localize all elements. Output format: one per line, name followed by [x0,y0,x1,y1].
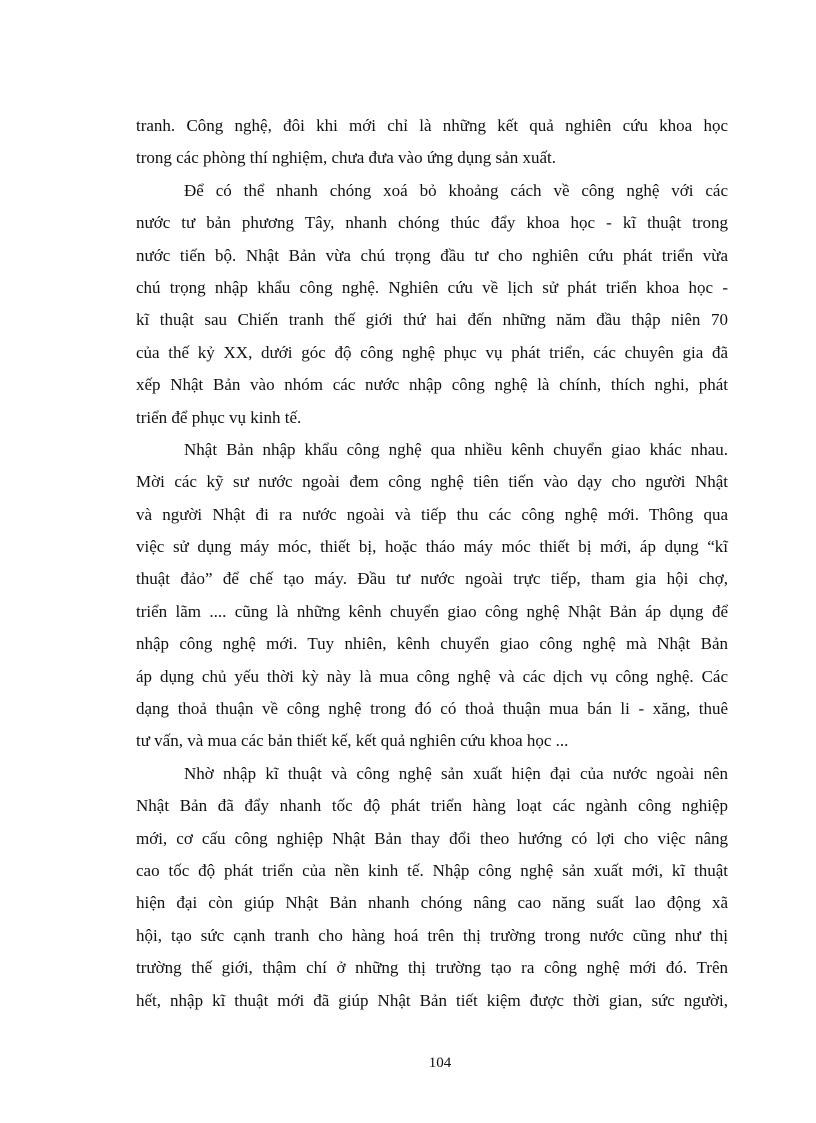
body-line: thuật đảo” để chế tạo máy. Đầu tư nước ngoài trực tiếp, tham gia hội chợ, [136,569,728,589]
body-line: chú trọng nhập khẩu công nghệ. Nghiên cứu về lịch sử phát triển khoa học - [136,277,728,297]
body-line: hết, nhập kĩ thuật mới đã giúp Nhật Bản tiết kiệm được thời gian, sức người, [136,990,728,1010]
body-line: của thế kỷ XX, dưới góc độ công nghệ phục vụ phát triển, các chuyên gia đã [136,342,728,362]
body-line: kĩ thuật sau Chiến tranh thế giới thứ hai đến những năm đầu thập niên 70 [136,310,728,330]
page-number: 104 [428,1055,452,1071]
body-line: Nhờ nhập kĩ thuật và công nghệ sản xuất hiện đại của nước ngoài nên [184,763,728,783]
body-line: Nhật Bản đã đẩy nhanh tốc độ phát triển hàng loạt các ngành công nghiệp [136,796,728,816]
body-line: xếp Nhật Bản vào nhóm các nước nhập công nghệ là chính, thích nghi, phát [136,375,728,395]
body-line: tư vấn, và mua các bản thiết kế, kết quả nghiên cứu khoa học ... [136,731,569,751]
body-line: áp dụng chủ yếu thời kỳ này là mua công nghệ và các dịch vụ công nghệ. Các [136,666,728,686]
body-line: dạng thoả thuận về công nghệ trong đó có thoả thuận mua bán li - xăng, thuê [136,699,728,719]
body-line: triển lãm .... cũng là những kênh chuyển giao công nghệ Nhật Bản áp dụng để [136,601,728,621]
body-line: và người Nhật đi ra nước ngoài và tiếp thu các công nghệ mới. Thông qua [136,504,728,524]
body-line: hội, tạo sức cạnh tranh cho hàng hoá trên thị trường trong nước cũng như thị [136,925,728,945]
body-line: nhập công nghệ mới. Tuy nhiên, kênh chuyển giao công nghệ mà Nhật Bản [136,634,728,654]
body-line: trong các phòng thí nghiệm, chưa đưa vào ứng dụng sản xuất. [136,148,556,168]
body-line: trường thế giới, thậm chí ở những thị trường tạo ra công nghệ mới đó. Trên [136,958,728,978]
body-line: nước tư bản phương Tây, nhanh chóng thúc đẩy khoa học - kĩ thuật trong [136,213,728,233]
body-text [136,110,728,1017]
body-line: Mời các kỹ sư nước ngoài đem công nghệ tiên tiến vào dạy cho người Nhật [136,472,728,492]
body-line: tranh. Công nghệ, đôi khi mới chỉ là những kết quả nghiên cứu khoa học [136,116,728,135]
body-line: cao tốc độ phát triển của nền kinh tế. Nhập công nghệ sản xuất mới, kĩ thuật [136,860,728,880]
body-line: hiện đại còn giúp Nhật Bản nhanh chóng nâng cao năng suất lao động xã [136,893,728,913]
body-line: mới, cơ cấu công nghiệp Nhật Bản thay đổi theo hướng có lợi cho việc nâng [136,828,728,848]
body-line: Để có thể nhanh chóng xoá bỏ khoảng cách về công nghệ với các [184,180,728,200]
body-line: việc sử dụng máy móc, thiết bị, hoặc tháo máy móc thiết bị mới, áp dụng “kĩ [136,537,728,557]
body-line: Nhật Bản nhập khẩu công nghệ qua nhiều kênh chuyển giao khác nhau. [184,439,728,459]
body-line: triển để phục vụ kinh tế. [136,407,302,427]
body-line: nước tiến bộ. Nhật Bản vừa chú trọng đầu tư cho nghiên cứu phát triển vừa [136,245,728,265]
